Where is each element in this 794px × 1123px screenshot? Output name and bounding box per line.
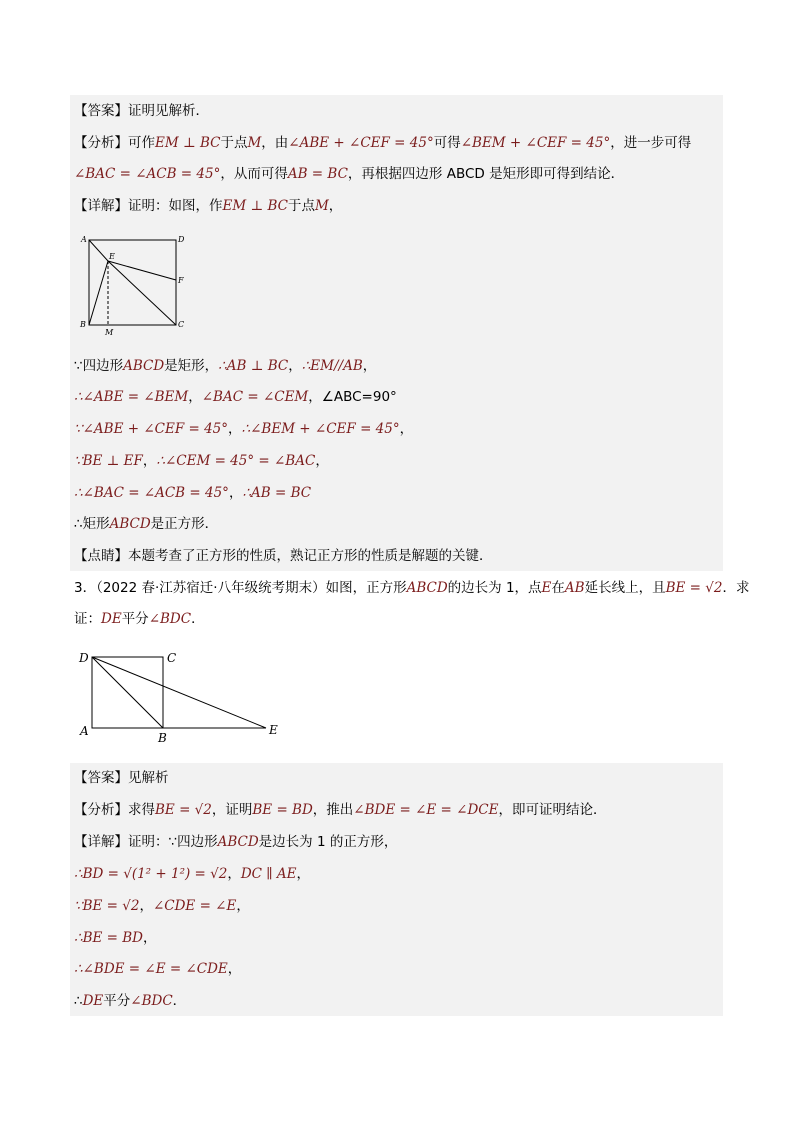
step-text: ， bbox=[142, 453, 157, 469]
step-line-1 bbox=[74, 354, 376, 378]
math-expr: ∴∠CEM = 45° = ∠BAC bbox=[156, 453, 316, 469]
math-expr: ∵BE ⊥ EF bbox=[74, 453, 143, 469]
math-expr: DC ∥ AE bbox=[240, 866, 297, 882]
math-expr: DE bbox=[82, 993, 104, 1009]
math-expr: BE = BD bbox=[252, 802, 313, 818]
label-a: A bbox=[80, 724, 89, 738]
step-text: ， bbox=[236, 898, 250, 914]
analysis-text: 可作 bbox=[128, 135, 155, 151]
step-text: ， bbox=[139, 898, 153, 914]
math-expr: ∴∠ABE = ∠BEM bbox=[74, 389, 189, 405]
step-text: 是矩形， bbox=[164, 358, 219, 374]
segment-de bbox=[92, 657, 266, 728]
math-expr: ∴BE = BD bbox=[74, 930, 144, 946]
answer-tag: 【答案】 bbox=[74, 770, 128, 786]
detail-line bbox=[74, 194, 342, 218]
step-line-2 bbox=[74, 385, 397, 409]
segment-be bbox=[89, 261, 108, 325]
math-expr: ∠BAC = ∠CEM bbox=[201, 389, 309, 405]
step-text: ∴矩形 bbox=[74, 516, 110, 532]
label-d: D bbox=[178, 235, 185, 244]
math-expr: ∴AB ⊥ BC bbox=[218, 358, 289, 374]
analysis-line-1 bbox=[74, 131, 691, 155]
question-line-1 bbox=[74, 576, 749, 600]
analysis-text: 于点 bbox=[220, 135, 248, 151]
step-text: ， bbox=[143, 930, 157, 946]
step-line-6 bbox=[74, 512, 218, 536]
step-text: ， bbox=[227, 961, 242, 977]
label-c: C bbox=[167, 651, 177, 665]
step-text: ， bbox=[399, 421, 414, 437]
question-text: ．求 bbox=[722, 580, 750, 596]
math-expr: AB = BC bbox=[287, 166, 348, 182]
math-expr: ∠BDC bbox=[148, 611, 192, 627]
step-text: ， bbox=[296, 866, 310, 882]
question-text: 平分 bbox=[121, 611, 149, 627]
detail-line-3 bbox=[74, 830, 397, 854]
math-expr: DE bbox=[101, 611, 122, 627]
math-expr: ∠BDE = ∠E = ∠DCE bbox=[353, 802, 499, 818]
detail-text: ， bbox=[328, 198, 343, 214]
detail-text: 证明：∵四边形 bbox=[128, 834, 218, 850]
step-line-9 bbox=[74, 926, 157, 950]
math-expr: ∴∠BAC = ∠ACB = 45° bbox=[74, 485, 229, 501]
label-b: B bbox=[158, 731, 167, 745]
math-expr: ∴∠BEM + ∠CEF = 45° bbox=[241, 421, 400, 437]
analysis-text: ，推出 bbox=[312, 802, 354, 818]
analysis-text: ，即可证明结论． bbox=[498, 802, 607, 818]
question-text: 证： bbox=[74, 611, 101, 627]
step-text: ． bbox=[172, 993, 187, 1009]
comment-line bbox=[74, 544, 493, 568]
label-e: E bbox=[269, 723, 278, 737]
step-line-11 bbox=[74, 989, 186, 1013]
analysis-text: 求得 bbox=[128, 802, 155, 818]
analysis-text: ，由 bbox=[261, 135, 289, 151]
analysis-tag: 【分析】 bbox=[74, 135, 128, 151]
question-line-2 bbox=[74, 607, 205, 631]
step-text: ∠ABC=90° bbox=[321, 389, 397, 405]
segment-db bbox=[92, 657, 163, 728]
label-d: D bbox=[79, 651, 89, 665]
step-line-5 bbox=[74, 481, 311, 505]
answer-text: 证明见解析． bbox=[128, 103, 209, 119]
math-expr: ABCD bbox=[123, 358, 165, 374]
detail-text: 是边长为 1 的正方形， bbox=[258, 834, 398, 850]
step-text: ∴ bbox=[74, 993, 83, 1009]
question-text: 的边长为 1，点 bbox=[447, 580, 542, 596]
step-text: ， bbox=[228, 421, 242, 437]
math-expr: ∠BEM + ∠CEF = 45° bbox=[460, 135, 611, 151]
math-expr: ∠BAC = ∠ACB = 45° bbox=[74, 166, 221, 182]
math-expr: ∴∠BDE = ∠E = ∠CDE bbox=[74, 961, 228, 977]
answer-tag: 【答案】 bbox=[74, 103, 128, 119]
math-expr: ∴BD = √(1² + 1²) = √2 bbox=[74, 866, 228, 882]
step-text: ， bbox=[315, 453, 329, 469]
analysis-text: 可得 bbox=[433, 135, 461, 151]
math-expr: ∴AB = BC bbox=[242, 485, 312, 501]
question-text: ． bbox=[191, 611, 205, 627]
math-expr: ∠BDC bbox=[130, 993, 173, 1009]
question-text: 在 bbox=[551, 580, 565, 596]
math-expr: ∵∠ABE + ∠CEF = 45° bbox=[74, 421, 229, 437]
segment-ae bbox=[89, 240, 108, 261]
step-text: ， bbox=[228, 485, 243, 501]
math-expr: ABCD bbox=[217, 834, 259, 850]
analysis-line-2 bbox=[74, 162, 624, 186]
math-expr: ABCD bbox=[406, 580, 448, 596]
comment-text: 本题考查了正方形的性质，熟记正方形的性质是解题的关键． bbox=[128, 548, 493, 564]
detail-tag: 【详解】 bbox=[74, 198, 128, 214]
math-expr: M bbox=[247, 135, 262, 151]
step-line-4 bbox=[74, 449, 329, 473]
answer-line bbox=[74, 99, 209, 123]
step-text: ， bbox=[288, 358, 302, 374]
math-expr: BE = √2 bbox=[665, 580, 723, 596]
analysis-text: ，再根据四边形 ABCD 是矩形即可得到结论． bbox=[347, 166, 625, 182]
step-text: ， bbox=[362, 358, 377, 374]
label-e: E bbox=[109, 252, 115, 261]
math-expr: ∴EM//AB bbox=[301, 358, 363, 374]
step-text: ， bbox=[188, 389, 202, 405]
analysis-tag: 【分析】 bbox=[74, 802, 128, 818]
analysis-line-3 bbox=[74, 798, 606, 822]
math-expr: EM ⊥ BC bbox=[155, 135, 221, 151]
analysis-text: ，从而可得 bbox=[220, 166, 288, 182]
step-text: ， bbox=[227, 866, 241, 882]
figure-rectangle-abcd bbox=[74, 230, 194, 340]
figure-square-de bbox=[74, 645, 289, 745]
math-expr: AB bbox=[564, 580, 585, 596]
math-expr: ∠ABE + ∠CEF = 45° bbox=[288, 135, 434, 151]
analysis-text: ，进一步可得 bbox=[610, 135, 692, 151]
math-expr: ABCD bbox=[109, 516, 151, 532]
label-c: C bbox=[178, 320, 185, 329]
label-a: A bbox=[81, 235, 87, 244]
math-expr: EM ⊥ BC bbox=[222, 198, 288, 214]
label-b: B bbox=[80, 320, 86, 329]
math-expr: ∵BE = √2 bbox=[74, 898, 140, 914]
step-line-3 bbox=[74, 417, 413, 441]
math-expr: ∠CDE = ∠E bbox=[152, 898, 237, 914]
step-text: 是正方形． bbox=[150, 516, 219, 532]
analysis-text: ，证明 bbox=[211, 802, 253, 818]
step-text: 平分 bbox=[103, 993, 131, 1009]
step-line-10 bbox=[74, 957, 241, 981]
detail-tag: 【详解】 bbox=[74, 834, 128, 850]
question-text: 3．（2022 春·江苏宿迁·八年级统考期末）如图，正方形 bbox=[74, 580, 407, 596]
label-f: F bbox=[178, 276, 184, 285]
answer-line-3 bbox=[74, 766, 169, 790]
math-expr: E bbox=[541, 580, 552, 596]
comment-tag: 【点睛】 bbox=[74, 548, 128, 564]
step-text: ∵四边形 bbox=[74, 358, 124, 374]
math-expr: M bbox=[314, 198, 329, 214]
label-m: M bbox=[105, 328, 114, 337]
step-line-8 bbox=[74, 894, 250, 918]
answer-text: 见解析 bbox=[128, 770, 169, 786]
step-text: ， bbox=[308, 389, 322, 405]
math-expr: BE = √2 bbox=[155, 802, 212, 818]
detail-text: 于点 bbox=[287, 198, 315, 214]
question-text: 延长线上，且 bbox=[584, 580, 666, 596]
step-line-7 bbox=[74, 862, 310, 886]
detail-text: 证明：如图，作 bbox=[128, 198, 223, 214]
